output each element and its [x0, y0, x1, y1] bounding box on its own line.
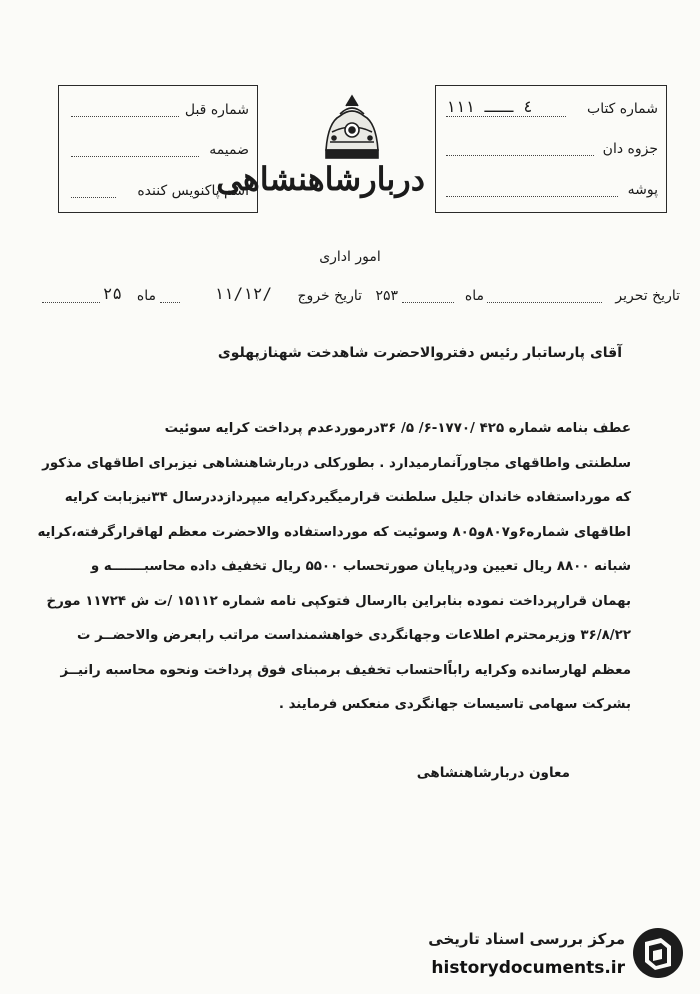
- body-line: اطاقهای شماره۶و۸۰۷و۸۰۵ وسوئیت که مورداستفاده والاحضرت معظم لهاقرارگرفته،کرایه: [37, 524, 631, 540]
- typist-name-line: [71, 197, 116, 198]
- previous-number-line: [71, 116, 179, 117]
- letterhead: [270, 92, 435, 166]
- exit-year-line: [42, 302, 100, 303]
- attachment-label: ضمیمه: [209, 142, 249, 158]
- month-line: [402, 302, 454, 303]
- folder-label: پوشه: [627, 182, 658, 198]
- right-reference-box: [435, 85, 667, 213]
- attachment-line: [71, 156, 199, 157]
- exit-date-value: ۱۱/۱۲/: [214, 284, 272, 303]
- writing-year: ۲۵۳: [375, 288, 398, 304]
- body-line: سلطنتی واطاقهای مجاورآنمارمیدارد . بطورکلی دربارشاهنشاهی نیزبرای اطاقهای مذکور: [42, 455, 631, 471]
- letterhead-title: دربارشاهنشاهی: [216, 160, 425, 198]
- body-line: معظم لهارسانده وکرایه راباًاحتساب تخفیف برمبنای فوق پرداخت ونحوه محاسبه رانیــز: [60, 662, 631, 678]
- letter-number-line: [446, 116, 566, 117]
- body-line: شبانه ۸۸۰۰ ریال تعیین ودرپایان صورتحساب ۵۵۰۰ ریال تخفیف داده محاسبـــــــه و: [90, 559, 631, 574]
- writing-date-line: [487, 302, 602, 303]
- addressee-line: آقای پارساتبار رئیس دفتروالاحضرت شاهدخت شهنازپهلوی: [217, 345, 622, 361]
- exit-year: ۲۵: [102, 284, 122, 303]
- body-line: بشرکت سهامی تاسیسات جهانگردی منعکس فرمایند .: [278, 697, 631, 712]
- exit-month-label: ماه: [136, 288, 156, 304]
- date-row: [40, 284, 680, 310]
- signature-title: معاون دربارشاهنشاهی: [416, 765, 570, 781]
- department-label: امور اداری: [319, 249, 381, 265]
- month-label: ماه: [464, 288, 484, 304]
- binder-line: [446, 155, 594, 156]
- letter-body: [37, 412, 631, 723]
- body-line: عطف بنامه شماره ۴۲۵ /۱۷۷۰-۶/ ۵/ ۳۶درموردعدم پرداخت کرایه سوئیت: [164, 421, 631, 436]
- previous-number-label: شماره قبل: [184, 102, 249, 118]
- binder-label: جزوه دان: [602, 141, 658, 157]
- body-line: بهمان قرارپرداخت نموده بنابراین باارسال فتوکپی نامه شماره ۱۵۱۱۲ /ت ش ۱۱۷۲۴ مورخ: [46, 593, 631, 609]
- folder-line: [446, 196, 618, 197]
- body-line: ۳۶/۸/۲۲ وزیرمحترم اطلاعات وجهانگردی خواهشمنداست مراتب رابعرض والاحضــر ت: [77, 628, 631, 643]
- letter-number-label: شماره کتاب: [587, 101, 658, 117]
- crown-emblem-icon: [270, 92, 435, 162]
- archive-watermark: [405, 920, 695, 988]
- exit-date-line: [160, 302, 180, 303]
- typist-name-label: اسم پاکنویس کننده: [137, 183, 249, 199]
- body-line: که مورداستفاده خاندان جلیل سلطنت قرارمیگیردکرایه میپردازددرسال ۳۴نیزبابت کرایه: [64, 490, 631, 505]
- archive-center-name: مرکز بررسی اسناد تاریخی: [428, 930, 625, 948]
- writing-date-label: تاریخ تحریر: [615, 288, 680, 304]
- letter-number-value: ٤ ـــ ١١١: [446, 97, 533, 116]
- exit-date-label: تاریخ خروج: [297, 288, 362, 304]
- archive-logo-icon: [631, 926, 685, 980]
- archive-website: historydocuments.ir: [431, 958, 625, 978]
